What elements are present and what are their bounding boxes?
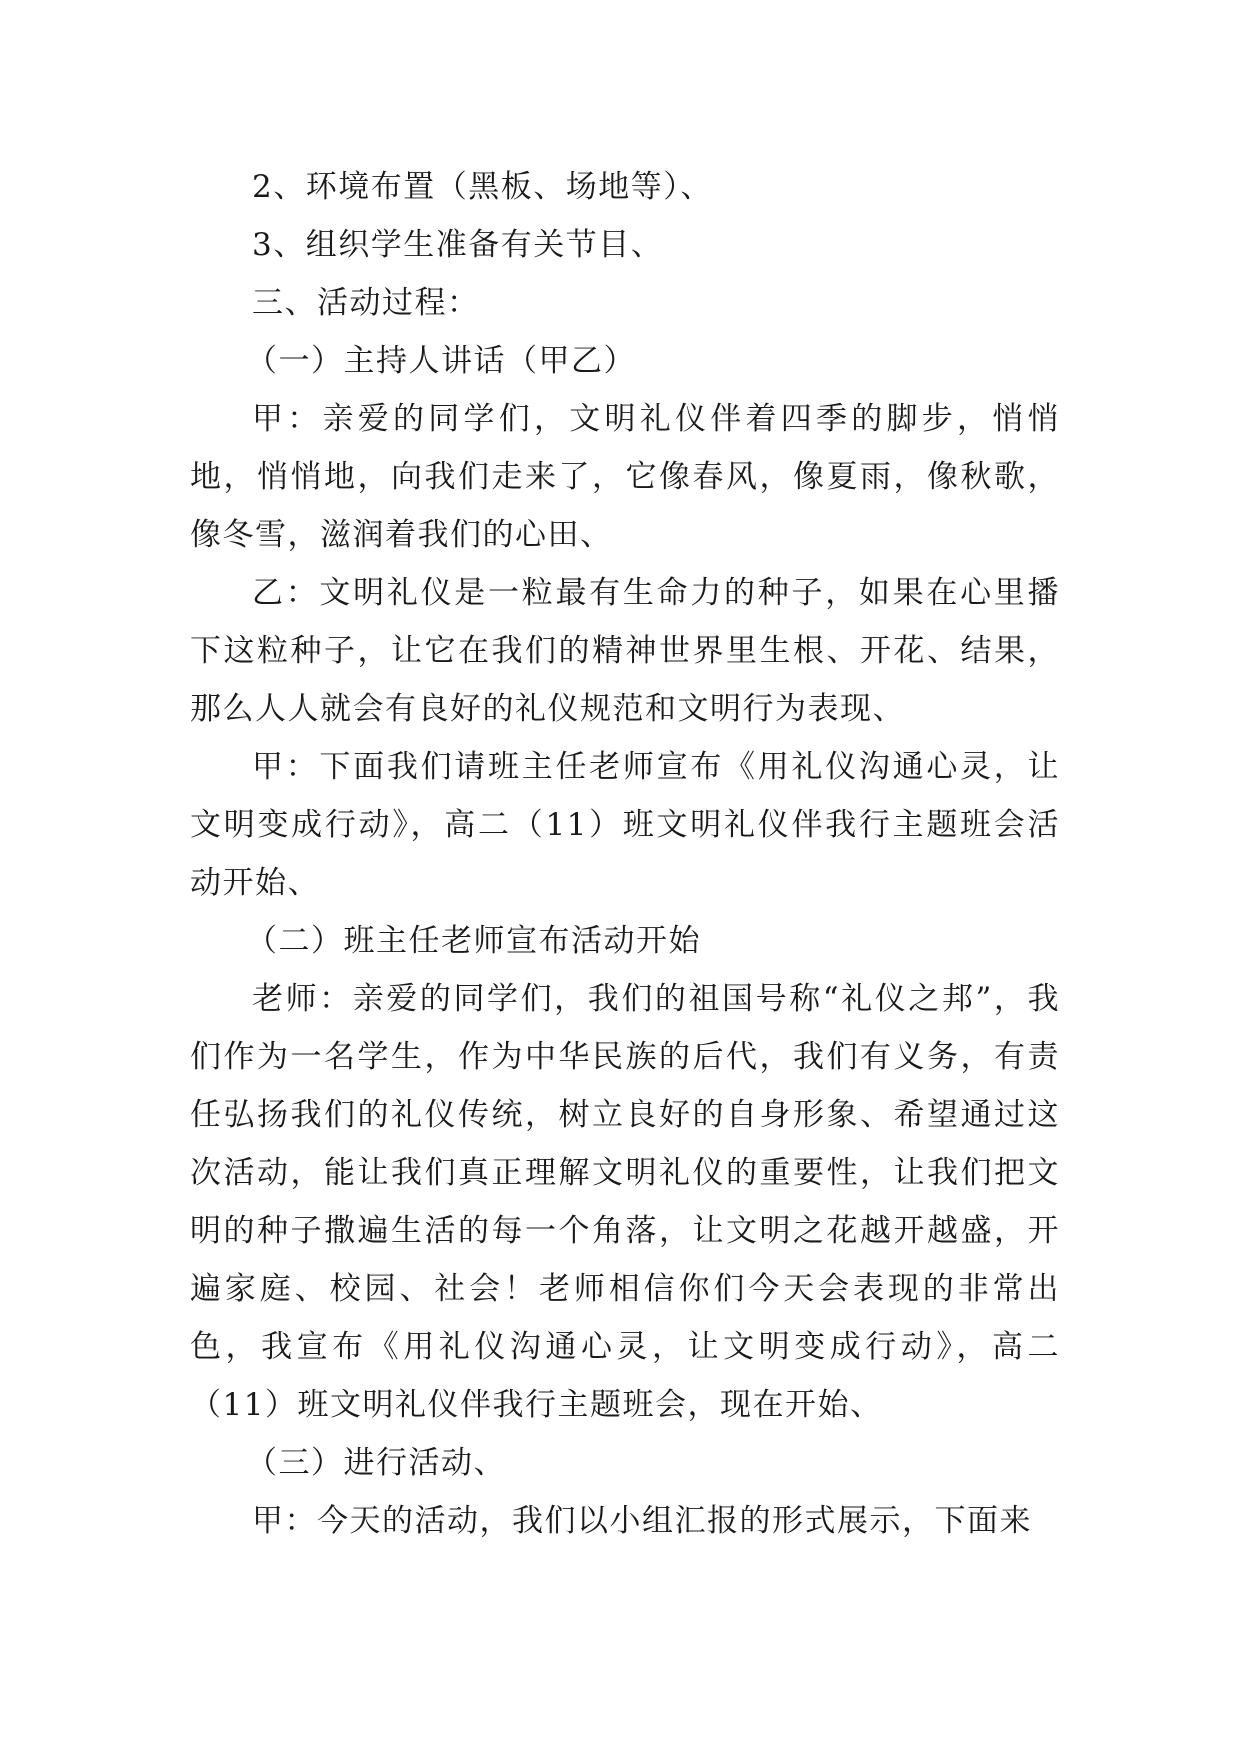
paragraph-host-a-invite-teacher: 甲：下面我们请班主任老师宣布《用礼仪沟通心灵，让文明变成行动》，高二（11）班文明礼仪伴我行主题班会活动开始、 [190,749,1060,901]
paragraph-host-a-opening: 甲：亲爱的同学们，文明礼仪伴着四季的脚步，悄悄地，悄悄地，向我们走来了，它像春风，像夏雨，像秋歌，像冬雪，滋润着我们的心田、 [190,401,1060,553]
paragraph-environment-setup: 2、环境布置（黑板、场地等）、 [252,169,713,205]
paragraph-prepare-programs: 3、组织学生准备有关节目、 [252,227,664,263]
subheading-activities: （三）进行活动、 [246,1445,506,1481]
paragraph-host-b-seed: 乙：文明礼仪是一粒最有生命力的种子，如果在心里播下这粒种子，让它在我们的精神世界里生根、开花、结果，那么人人就会有良好的礼仪规范和文明行为表现、 [190,575,1060,727]
section-heading-activity-process: 三、活动过程： [252,285,480,321]
paragraph-host-a-group-report: 甲：今天的活动，我们以小组汇报的形式展示，下面来 [252,1503,1032,1539]
subheading-host-speech: （一）主持人讲话（甲乙） [246,343,636,379]
paragraph-teacher-speech: 老师：亲爱的同学们，我们的祖国号称“礼仪之邦”，我们作为一名学生，作为中华民族的后代，我们有义务，有责任弘扬我们的礼仪传统，树立良好的自身形象、希望通过这次活动，能让我们真正理解文明礼仪的重要性，让我们把文明的种子撒遍生活的每一个角落，让文明之花越开越盛，开遍家庭、校园、社会！老师相信你们今天会表现的非常出色，我宣布《用礼仪沟通心灵，让文明变成行动》，高二（11）班文明礼仪伴我行主题班会，现在开始、 [190,981,1060,1423]
document-body [190,158,1060,1550]
subheading-teacher-announces: （二）班主任老师宣布活动开始 [246,923,701,959]
